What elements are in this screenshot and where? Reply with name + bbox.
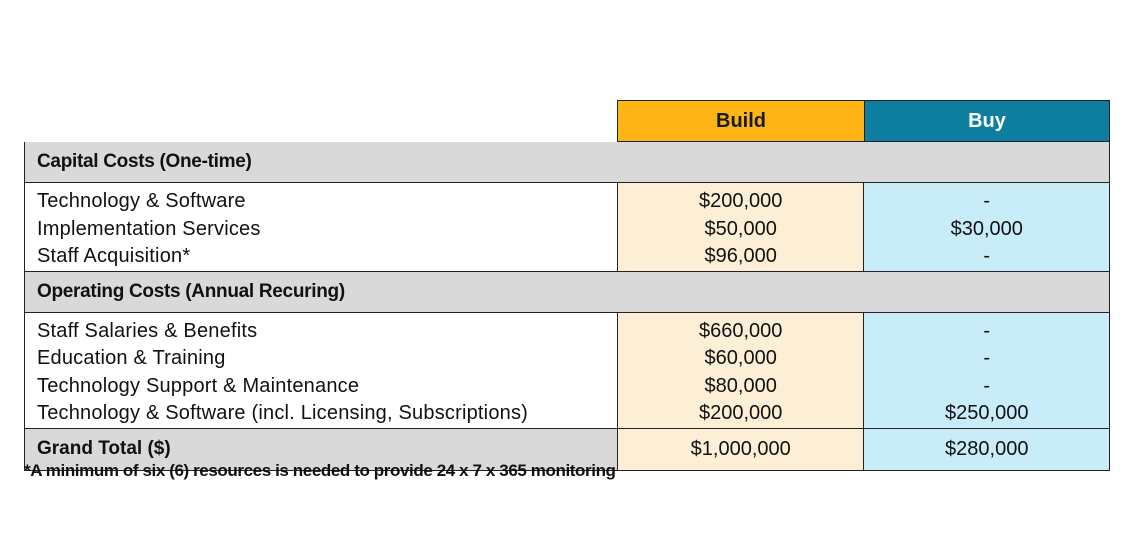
section-header-capital-costs xyxy=(24,142,1110,183)
build-values xyxy=(617,313,864,428)
buy-value: - xyxy=(983,319,991,342)
section-title: Capital Costs (One-time) xyxy=(37,151,252,172)
grand-total-build: $1,000,000 xyxy=(617,429,864,470)
build-value: $50,000 xyxy=(704,217,777,240)
item-label: Technology & Software (incl. Licensing, Subscriptions) xyxy=(37,402,529,424)
build-value: $80,000 xyxy=(704,374,777,397)
grand-total-label: Grand Total ($) xyxy=(25,429,617,470)
buy-value: $250,000 xyxy=(945,402,1029,424)
cost-comparison-table xyxy=(24,100,1110,471)
build-value: $200,000 xyxy=(698,190,783,212)
buy-value: - xyxy=(983,374,991,397)
build-value: $660,000 xyxy=(698,319,783,342)
item-labels xyxy=(25,183,617,271)
build-column-header: Build xyxy=(617,100,864,142)
buy-value: - xyxy=(983,190,991,212)
build-values xyxy=(617,183,864,271)
item-label: Education & Training xyxy=(37,347,226,369)
item-label: Technology & Software xyxy=(37,190,246,212)
build-value: $200,000 xyxy=(698,402,783,424)
buy-value: $30,000 xyxy=(950,217,1023,240)
section-items-capital-costs xyxy=(24,183,1110,272)
buy-value: - xyxy=(983,245,991,267)
section-header-operating-costs xyxy=(24,272,1110,313)
grand-total-buy: $280,000 xyxy=(863,429,1109,470)
footnote: *A minimum of six (6) resources is needed to provide 24 x 7 x 365 monitoring xyxy=(24,461,616,480)
buy-value: - xyxy=(983,347,991,369)
build-value: $60,000 xyxy=(704,347,777,369)
header-row xyxy=(24,100,1110,142)
section-title: Operating Costs (Annual Recuring) xyxy=(37,280,345,302)
item-label: Staff Acquisition* xyxy=(37,245,191,267)
item-label: Implementation Services xyxy=(37,217,261,240)
buy-column-header: Buy xyxy=(864,100,1110,142)
section-items-operating-costs xyxy=(24,313,1110,429)
buy-values xyxy=(863,183,1109,271)
buy-values xyxy=(863,313,1109,428)
header-spacer xyxy=(24,100,617,142)
item-labels xyxy=(25,313,617,428)
build-value: $96,000 xyxy=(704,245,777,267)
item-label: Staff Salaries & Benefits xyxy=(37,319,258,342)
item-label: Technology Support & Maintenance xyxy=(37,374,360,397)
